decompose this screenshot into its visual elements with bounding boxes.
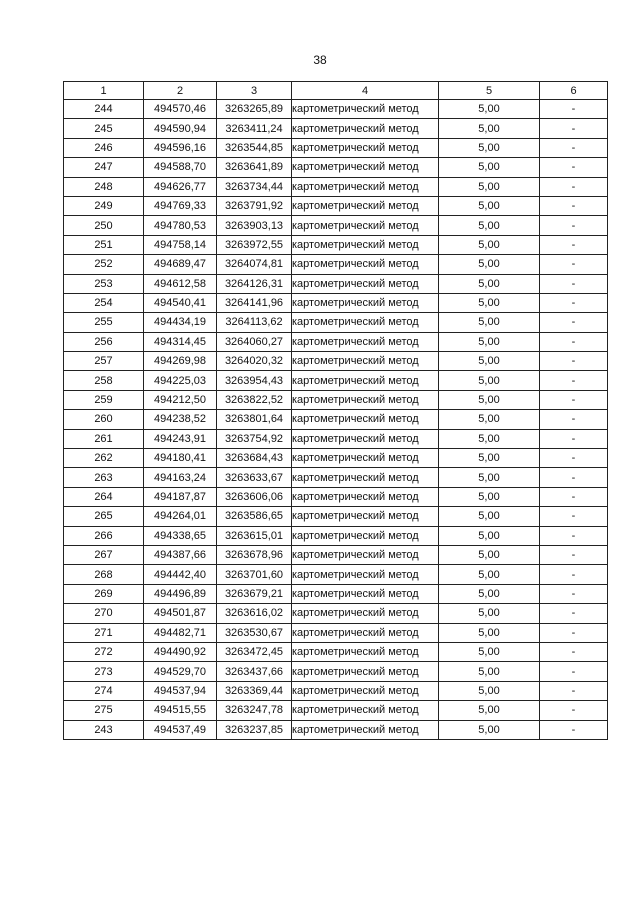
precision-cell: 5,00 (439, 352, 540, 371)
point-number-cell: 248 (64, 177, 144, 196)
x-coordinate-cell: 494529,70 (144, 662, 217, 681)
point-number-cell: 259 (64, 390, 144, 409)
point-number-cell: 243 (64, 720, 144, 739)
precision-cell: 5,00 (439, 100, 540, 119)
table-row (64, 293, 608, 312)
x-coordinate-cell: 494689,47 (144, 255, 217, 274)
extra-cell: - (540, 449, 608, 468)
point-number-cell: 267 (64, 545, 144, 564)
precision-cell: 5,00 (439, 487, 540, 506)
y-coordinate-cell: 3263615,01 (217, 526, 292, 545)
precision-cell: 5,00 (439, 565, 540, 584)
point-number-cell: 274 (64, 681, 144, 700)
extra-cell: - (540, 584, 608, 603)
extra-cell: - (540, 138, 608, 157)
table-row (64, 352, 608, 371)
method-cell: картометрический метод (292, 177, 439, 196)
y-coordinate-cell: 3263437,66 (217, 662, 292, 681)
x-coordinate-cell: 494588,70 (144, 158, 217, 177)
y-coordinate-cell: 3263822,52 (217, 390, 292, 409)
method-cell: картометрический метод (292, 352, 439, 371)
y-coordinate-cell: 3263972,55 (217, 235, 292, 254)
table-row (64, 449, 608, 468)
table-row (64, 662, 608, 681)
y-coordinate-cell: 3263754,92 (217, 429, 292, 448)
y-coordinate-cell: 3264126,31 (217, 274, 292, 293)
extra-cell: - (540, 158, 608, 177)
coordinates-table (63, 81, 608, 740)
precision-cell: 5,00 (439, 468, 540, 487)
header-cell-5: 5 (439, 82, 540, 100)
point-number-cell: 252 (64, 255, 144, 274)
y-coordinate-cell: 3263544,85 (217, 138, 292, 157)
extra-cell: - (540, 119, 608, 138)
precision-cell: 5,00 (439, 390, 540, 409)
header-row (64, 82, 608, 100)
precision-cell: 5,00 (439, 642, 540, 661)
x-coordinate-cell: 494387,66 (144, 545, 217, 564)
x-coordinate-cell: 494490,92 (144, 642, 217, 661)
point-number-cell: 253 (64, 274, 144, 293)
precision-cell: 5,00 (439, 681, 540, 700)
point-number-cell: 275 (64, 701, 144, 720)
x-coordinate-cell: 494496,89 (144, 584, 217, 603)
extra-cell: - (540, 235, 608, 254)
method-cell: картометрический метод (292, 119, 439, 138)
table-row (64, 584, 608, 603)
point-number-cell: 255 (64, 313, 144, 332)
point-number-cell: 249 (64, 196, 144, 215)
precision-cell: 5,00 (439, 235, 540, 254)
extra-cell: - (540, 701, 608, 720)
y-coordinate-cell: 3264020,32 (217, 352, 292, 371)
point-number-cell: 251 (64, 235, 144, 254)
y-coordinate-cell: 3263701,60 (217, 565, 292, 584)
x-coordinate-cell: 494590,94 (144, 119, 217, 138)
point-number-cell: 246 (64, 138, 144, 157)
x-coordinate-cell: 494501,87 (144, 604, 217, 623)
point-number-cell: 270 (64, 604, 144, 623)
table-row (64, 390, 608, 409)
y-coordinate-cell: 3263247,78 (217, 701, 292, 720)
table-row (64, 177, 608, 196)
x-coordinate-cell: 494612,58 (144, 274, 217, 293)
method-cell: картометрический метод (292, 701, 439, 720)
x-coordinate-cell: 494596,16 (144, 138, 217, 157)
x-coordinate-cell: 494180,41 (144, 449, 217, 468)
point-number-cell: 263 (64, 468, 144, 487)
x-coordinate-cell: 494780,53 (144, 216, 217, 235)
extra-cell: - (540, 196, 608, 215)
y-coordinate-cell: 3264141,96 (217, 293, 292, 312)
x-coordinate-cell: 494758,14 (144, 235, 217, 254)
extra-cell: - (540, 313, 608, 332)
y-coordinate-cell: 3263954,43 (217, 371, 292, 390)
extra-cell: - (540, 662, 608, 681)
precision-cell: 5,00 (439, 255, 540, 274)
y-coordinate-cell: 3263237,85 (217, 720, 292, 739)
extra-cell: - (540, 352, 608, 371)
method-cell: картометрический метод (292, 235, 439, 254)
table-row (64, 642, 608, 661)
precision-cell: 5,00 (439, 545, 540, 564)
method-cell: картометрический метод (292, 390, 439, 409)
table-row (64, 371, 608, 390)
table-row (64, 468, 608, 487)
method-cell: картометрический метод (292, 410, 439, 429)
extra-cell: - (540, 468, 608, 487)
precision-cell: 5,00 (439, 332, 540, 351)
method-cell: картометрический метод (292, 584, 439, 603)
precision-cell: 5,00 (439, 196, 540, 215)
precision-cell: 5,00 (439, 313, 540, 332)
point-number-cell: 245 (64, 119, 144, 138)
table-row (64, 255, 608, 274)
y-coordinate-cell: 3263678,96 (217, 545, 292, 564)
x-coordinate-cell: 494338,65 (144, 526, 217, 545)
point-number-cell: 272 (64, 642, 144, 661)
table-row (64, 410, 608, 429)
extra-cell: - (540, 100, 608, 119)
method-cell: картометрический метод (292, 371, 439, 390)
y-coordinate-cell: 3263530,67 (217, 623, 292, 642)
x-coordinate-cell: 494238,52 (144, 410, 217, 429)
precision-cell: 5,00 (439, 138, 540, 157)
y-coordinate-cell: 3263791,92 (217, 196, 292, 215)
table-row (64, 604, 608, 623)
extra-cell: - (540, 410, 608, 429)
y-coordinate-cell: 3264074,81 (217, 255, 292, 274)
x-coordinate-cell: 494626,77 (144, 177, 217, 196)
precision-cell: 5,00 (439, 701, 540, 720)
x-coordinate-cell: 494570,46 (144, 100, 217, 119)
table-row (64, 681, 608, 700)
y-coordinate-cell: 3263633,67 (217, 468, 292, 487)
method-cell: картометрический метод (292, 138, 439, 157)
method-cell: картометрический метод (292, 565, 439, 584)
method-cell: картометрический метод (292, 487, 439, 506)
x-coordinate-cell: 494187,87 (144, 487, 217, 506)
point-number-cell: 258 (64, 371, 144, 390)
point-number-cell: 262 (64, 449, 144, 468)
x-coordinate-cell: 494442,40 (144, 565, 217, 584)
precision-cell: 5,00 (439, 604, 540, 623)
x-coordinate-cell: 494269,98 (144, 352, 217, 371)
x-coordinate-cell: 494264,01 (144, 507, 217, 526)
table-row (64, 701, 608, 720)
extra-cell: - (540, 545, 608, 564)
extra-cell: - (540, 216, 608, 235)
y-coordinate-cell: 3263903,13 (217, 216, 292, 235)
extra-cell: - (540, 681, 608, 700)
y-coordinate-cell: 3263369,44 (217, 681, 292, 700)
precision-cell: 5,00 (439, 177, 540, 196)
point-number-cell: 244 (64, 100, 144, 119)
extra-cell: - (540, 623, 608, 642)
method-cell: картометрический метод (292, 642, 439, 661)
extra-cell: - (540, 274, 608, 293)
table-row (64, 313, 608, 332)
precision-cell: 5,00 (439, 584, 540, 603)
table-row (64, 526, 608, 545)
method-cell: картометрический метод (292, 332, 439, 351)
header-cell-6: 6 (540, 82, 608, 100)
method-cell: картометрический метод (292, 100, 439, 119)
method-cell: картометрический метод (292, 526, 439, 545)
point-number-cell: 250 (64, 216, 144, 235)
precision-cell: 5,00 (439, 371, 540, 390)
table-row (64, 100, 608, 119)
y-coordinate-cell: 3263641,89 (217, 158, 292, 177)
extra-cell: - (540, 604, 608, 623)
y-coordinate-cell: 3263616,02 (217, 604, 292, 623)
y-coordinate-cell: 3263606,06 (217, 487, 292, 506)
table-body (64, 100, 608, 740)
y-coordinate-cell: 3264060,27 (217, 332, 292, 351)
table-row (64, 507, 608, 526)
precision-cell: 5,00 (439, 429, 540, 448)
method-cell: картометрический метод (292, 274, 439, 293)
y-coordinate-cell: 3264113,62 (217, 313, 292, 332)
point-number-cell: 256 (64, 332, 144, 351)
x-coordinate-cell: 494537,49 (144, 720, 217, 739)
extra-cell: - (540, 332, 608, 351)
table-row (64, 274, 608, 293)
point-number-cell: 247 (64, 158, 144, 177)
table-row (64, 623, 608, 642)
table-row (64, 332, 608, 351)
table-row (64, 216, 608, 235)
method-cell: картометрический метод (292, 623, 439, 642)
precision-cell: 5,00 (439, 662, 540, 681)
table-row (64, 429, 608, 448)
precision-cell: 5,00 (439, 526, 540, 545)
precision-cell: 5,00 (439, 274, 540, 293)
method-cell: картометрический метод (292, 313, 439, 332)
method-cell: картометрический метод (292, 429, 439, 448)
extra-cell: - (540, 177, 608, 196)
x-coordinate-cell: 494540,41 (144, 293, 217, 312)
method-cell: картометрический метод (292, 196, 439, 215)
table-row (64, 235, 608, 254)
point-number-cell: 260 (64, 410, 144, 429)
header-cell-3: 3 (217, 82, 292, 100)
extra-cell: - (540, 526, 608, 545)
table-row (64, 196, 608, 215)
extra-cell: - (540, 507, 608, 526)
point-number-cell: 254 (64, 293, 144, 312)
precision-cell: 5,00 (439, 507, 540, 526)
y-coordinate-cell: 3263679,21 (217, 584, 292, 603)
x-coordinate-cell: 494225,03 (144, 371, 217, 390)
x-coordinate-cell: 494434,19 (144, 313, 217, 332)
header-cell-4: 4 (292, 82, 439, 100)
page-number: 38 (313, 53, 327, 67)
extra-cell: - (540, 293, 608, 312)
precision-cell: 5,00 (439, 720, 540, 739)
method-cell: картометрический метод (292, 604, 439, 623)
y-coordinate-cell: 3263734,44 (217, 177, 292, 196)
method-cell: картометрический метод (292, 293, 439, 312)
point-number-cell: 261 (64, 429, 144, 448)
x-coordinate-cell: 494314,45 (144, 332, 217, 351)
table-row (64, 545, 608, 564)
method-cell: картометрический метод (292, 216, 439, 235)
table-header (64, 82, 608, 100)
precision-cell: 5,00 (439, 293, 540, 312)
point-number-cell: 269 (64, 584, 144, 603)
method-cell: картометрический метод (292, 662, 439, 681)
point-number-cell: 273 (64, 662, 144, 681)
method-cell: картометрический метод (292, 681, 439, 700)
y-coordinate-cell: 3263411,24 (217, 119, 292, 138)
point-number-cell: 257 (64, 352, 144, 371)
table-row (64, 565, 608, 584)
table-row (64, 119, 608, 138)
y-coordinate-cell: 3263586,65 (217, 507, 292, 526)
x-coordinate-cell: 494537,94 (144, 681, 217, 700)
table-row (64, 158, 608, 177)
extra-cell: - (540, 487, 608, 506)
x-coordinate-cell: 494212,50 (144, 390, 217, 409)
header-cell-2: 2 (144, 82, 217, 100)
extra-cell: - (540, 565, 608, 584)
y-coordinate-cell: 3263472,45 (217, 642, 292, 661)
precision-cell: 5,00 (439, 410, 540, 429)
table-row (64, 720, 608, 739)
header-cell-1: 1 (64, 82, 144, 100)
precision-cell: 5,00 (439, 119, 540, 138)
x-coordinate-cell: 494243,91 (144, 429, 217, 448)
method-cell: картометрический метод (292, 720, 439, 739)
method-cell: картометрический метод (292, 158, 439, 177)
point-number-cell: 268 (64, 565, 144, 584)
extra-cell: - (540, 642, 608, 661)
table-row (64, 487, 608, 506)
method-cell: картометрический метод (292, 468, 439, 487)
x-coordinate-cell: 494515,55 (144, 701, 217, 720)
y-coordinate-cell: 3263684,43 (217, 449, 292, 468)
y-coordinate-cell: 3263265,89 (217, 100, 292, 119)
extra-cell: - (540, 255, 608, 274)
precision-cell: 5,00 (439, 623, 540, 642)
extra-cell: - (540, 429, 608, 448)
extra-cell: - (540, 720, 608, 739)
precision-cell: 5,00 (439, 449, 540, 468)
x-coordinate-cell: 494482,71 (144, 623, 217, 642)
x-coordinate-cell: 494769,33 (144, 196, 217, 215)
point-number-cell: 271 (64, 623, 144, 642)
point-number-cell: 266 (64, 526, 144, 545)
precision-cell: 5,00 (439, 158, 540, 177)
table-row (64, 138, 608, 157)
method-cell: картометрический метод (292, 545, 439, 564)
extra-cell: - (540, 371, 608, 390)
method-cell: картометрический метод (292, 255, 439, 274)
point-number-cell: 264 (64, 487, 144, 506)
extra-cell: - (540, 390, 608, 409)
method-cell: картометрический метод (292, 507, 439, 526)
method-cell: картометрический метод (292, 449, 439, 468)
y-coordinate-cell: 3263801,64 (217, 410, 292, 429)
x-coordinate-cell: 494163,24 (144, 468, 217, 487)
point-number-cell: 265 (64, 507, 144, 526)
precision-cell: 5,00 (439, 216, 540, 235)
